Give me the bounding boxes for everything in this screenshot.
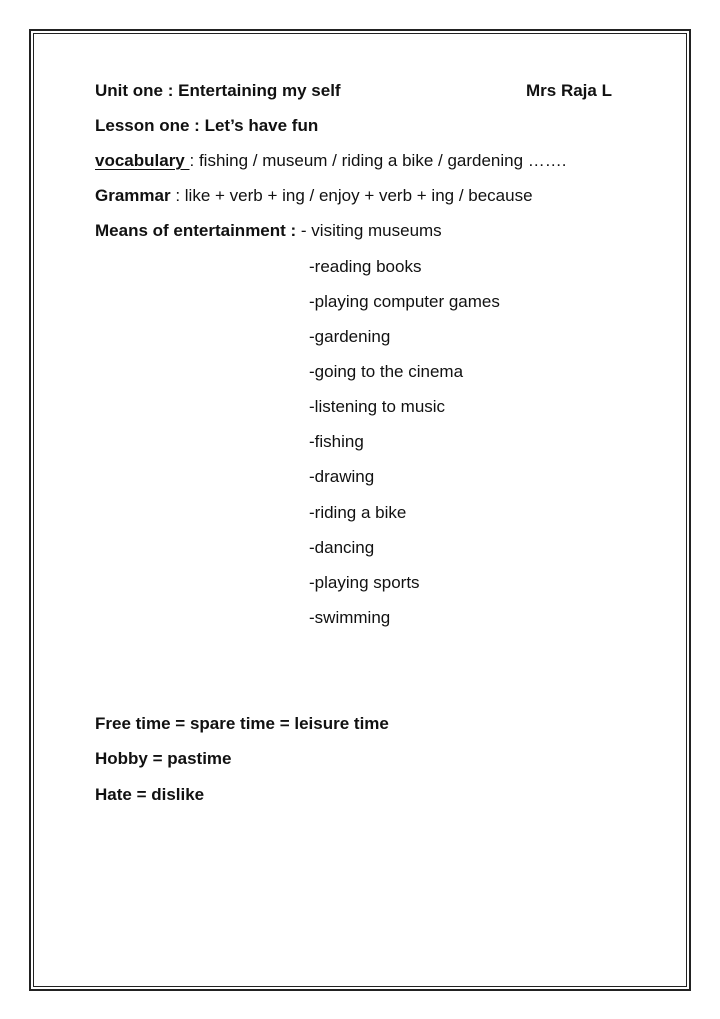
- vocabulary-text: : fishing / museum / riding a bike / gardening …….: [189, 151, 567, 170]
- list-item: -listening to music: [309, 397, 446, 416]
- list-item: -going to the cinema: [309, 362, 464, 381]
- list-item: -fishing: [309, 432, 364, 451]
- list-item: -reading books: [309, 257, 422, 276]
- grammar-label: Grammar: [95, 186, 171, 205]
- unit-title: Unit one : Entertaining my self: [95, 81, 341, 100]
- lesson-title: Lesson one : Let’s have fun: [95, 116, 319, 135]
- entertainment-line: [95, 220, 442, 242]
- author-name: Mrs Raja L: [526, 81, 612, 100]
- entertainment-label: Means of entertainment :: [95, 221, 301, 240]
- synonym-free-time: Free time = spare time = leisure time: [95, 714, 389, 733]
- grammar-text: : like + verb + ing / enjoy + verb + ing / because: [170, 186, 533, 205]
- entertainment-first-item: - visiting museums: [300, 221, 442, 240]
- list-item: -playing sports: [309, 573, 420, 592]
- synonym-hate: Hate = dislike: [95, 785, 205, 804]
- list-item: -drawing: [309, 467, 375, 486]
- grammar-line: [95, 185, 533, 207]
- synonym-hobby: Hobby = pastime: [95, 749, 232, 768]
- vocabulary-line: [95, 150, 567, 172]
- vocabulary-label: vocabulary: [95, 151, 190, 170]
- list-item: -swimming: [309, 608, 391, 627]
- list-item: -riding a bike: [309, 503, 407, 522]
- list-item: -playing computer games: [309, 292, 500, 311]
- list-item: -dancing: [309, 538, 375, 557]
- list-item: -gardening: [309, 327, 391, 346]
